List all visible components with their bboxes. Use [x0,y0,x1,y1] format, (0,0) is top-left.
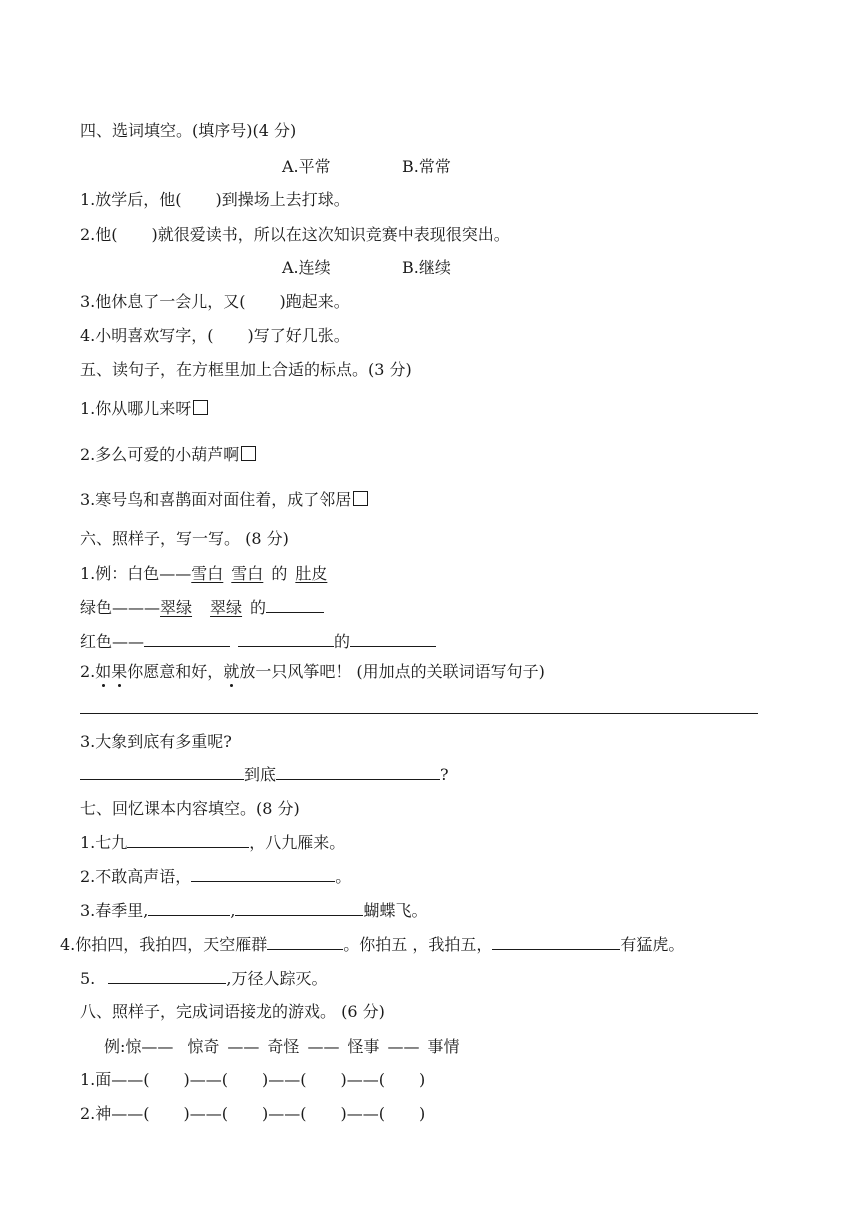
section-7-title: 七、回忆课本内容填空。(8 分) [80,799,300,818]
s6-red-line: 红色—— 的 [80,631,436,653]
answer-line[interactable] [80,713,758,714]
s7-question-5: 5. ,万径人踪灭。 [80,969,328,988]
answer-blank[interactable] [350,631,436,647]
answer-blank[interactable] [266,597,324,613]
answer-blank[interactable] [108,968,226,984]
answer-blank[interactable] [238,631,334,647]
s5-question-2: 2.多么可爱的小葫芦啊 [80,444,256,466]
punctuation-box[interactable] [353,491,368,506]
s4-question-3: 3.他休息了一会儿，又( )跑起来。 [80,292,350,311]
s5-question-3: 3.寒号鸟和喜鹊面对面住着，成了邻居 [80,489,368,511]
s7-question-3: 3.春季里, , 蝴蝶飞。 [80,901,428,920]
s4-question-4: 4.小明喜欢写字，( )写了好几张。 [80,326,350,345]
s7-question-2: 2.不敢高声语， 。 [80,867,352,886]
option-a-2: A.连续 [282,258,331,277]
option-b-2: B.继续 [402,258,451,277]
section-4-title: 四、选词填空。(填序号)(4 分) [80,121,297,140]
answer-blank[interactable] [492,934,620,950]
answer-blank[interactable] [80,764,244,780]
section-6-title: 六、照样子，写一写。 (8 分) [80,529,289,548]
answer-blank[interactable] [267,934,343,950]
s6-question-2: 2.如果你愿意和好，就放一只风筝吧！ (用加点的关联词语写句子) [80,662,545,681]
option-a-1: A.平常 [282,157,331,176]
s6-question-3: 3.大象到底有多重呢? [80,732,232,751]
s6-question-3-answer: 到底 ? [80,764,449,786]
punctuation-box[interactable] [241,446,256,461]
answer-blank[interactable] [127,832,249,848]
s6-example: 1.例：白色——雪白 雪白 的 肚皮 [80,564,328,583]
section-5-title: 五、读句子，在方框里加上合适的标点。(3 分) [80,360,412,379]
answer-blank[interactable] [148,900,230,916]
s4-question-2: 2.他( )就很爱读书，所以在这次知识竞赛中表现很突出。 [80,225,510,244]
s4-question-1: 1.放学后，他( )到操场上去打球。 [80,190,350,209]
s8-example: 例:惊—— 惊奇 —— 奇怪 —— 怪事 —— 事情 [104,1037,460,1056]
punctuation-box[interactable] [193,400,208,415]
answer-blank[interactable] [276,764,440,780]
s7-question-4: 4.你拍四，我拍四，天空雁群 。你拍五 ，我拍五， 有猛虎。 [60,935,685,954]
s8-row-2: 2.神——( )——( )——( )——( ) [80,1104,426,1123]
s6-green-line: 绿色———翠绿 翠绿 的 [80,597,324,619]
option-b-1: B.常常 [402,157,451,176]
s8-row-1: 1.面——( )——( )——( )——( ) [80,1070,426,1089]
answer-blank[interactable] [235,900,363,916]
section-8-title: 八、照样子，完成词语接龙的游戏。 (6 分) [80,1002,385,1021]
answer-blank[interactable] [191,866,335,882]
answer-blank[interactable] [144,631,230,647]
s7-question-1: 1.七九 ，八九雁来。 [80,833,346,852]
s5-question-1: 1.你从哪儿来呀 [80,398,208,420]
